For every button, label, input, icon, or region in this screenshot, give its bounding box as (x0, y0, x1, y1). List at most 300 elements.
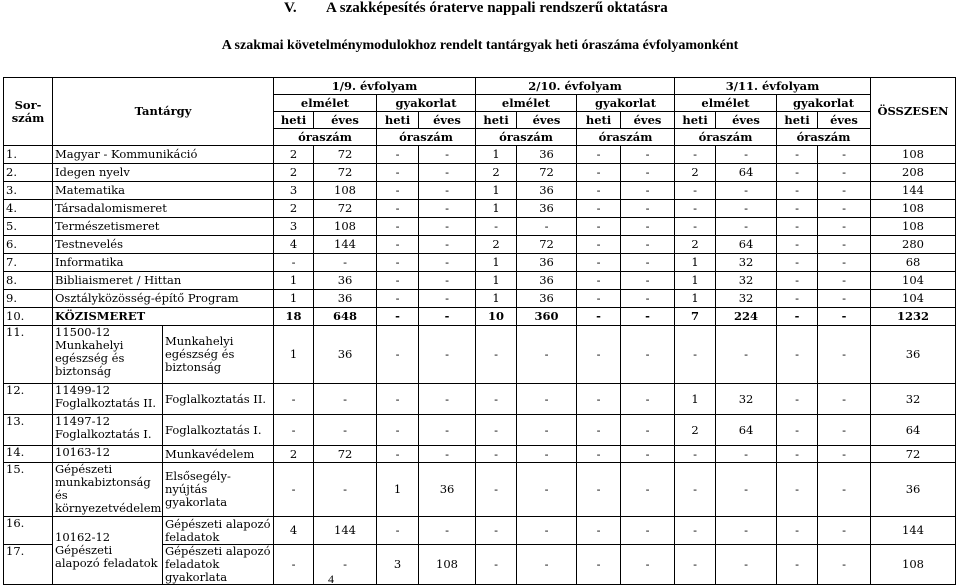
value-cell: - (419, 290, 476, 308)
value-cell: 2 (675, 236, 716, 254)
value-cell: 108 (419, 545, 476, 585)
value-cell: 1 (476, 290, 517, 308)
value-cell: - (777, 545, 818, 585)
table-row (4, 218, 956, 236)
total-cell: 68 (871, 254, 956, 272)
table-row (4, 182, 956, 200)
value-cell: 1 (476, 182, 517, 200)
value-cell: 7 (675, 308, 716, 326)
value-cell: - (716, 326, 777, 384)
value-cell: - (716, 218, 777, 236)
chapter-heading (284, 0, 668, 17)
value-cell: 72 (314, 200, 377, 218)
value-cell: - (577, 146, 621, 164)
value-cell: - (274, 463, 314, 517)
module-name: 11499-12 Foglalkoztatás II. (53, 384, 163, 415)
value-cell: 1 (377, 463, 419, 517)
module-name: 10163-12 (53, 446, 163, 463)
total-cell: 36 (871, 326, 956, 384)
value-cell: - (621, 384, 675, 415)
value-cell: - (377, 415, 419, 446)
subject-name: Foglalkoztatás II. (163, 384, 274, 415)
value-cell: - (517, 415, 577, 446)
value-cell: - (675, 545, 716, 585)
value-cell: - (577, 415, 621, 446)
value-cell: - (577, 272, 621, 290)
row-number: 12. (4, 384, 53, 415)
value-cell: - (777, 164, 818, 182)
row-number: 13. (4, 415, 53, 446)
total-cell: 36 (871, 463, 956, 517)
value-cell: - (419, 200, 476, 218)
header-heti: heti (777, 112, 818, 129)
value-cell: - (621, 415, 675, 446)
header-eves: éves (517, 112, 577, 129)
value-cell: - (818, 272, 871, 290)
value-cell: - (577, 182, 621, 200)
value-cell: - (621, 146, 675, 164)
value-cell: - (577, 384, 621, 415)
value-cell: 2 (274, 164, 314, 182)
subject-name: Osztályközösség-építő Program (53, 290, 274, 308)
value-cell: - (314, 545, 377, 585)
row-number: 8. (4, 272, 53, 290)
total-cell: 32 (871, 384, 956, 415)
value-cell: - (419, 272, 476, 290)
value-cell: - (777, 415, 818, 446)
row-number: 1. (4, 146, 53, 164)
value-cell: - (577, 326, 621, 384)
value-cell: - (818, 218, 871, 236)
value-cell: 4 (274, 236, 314, 254)
subject-name: Gépészeti alapozó feladatok gyakorlata (163, 545, 274, 585)
value-cell: 2 (675, 164, 716, 182)
value-cell: - (818, 446, 871, 463)
table-subtitle: A szakmai követelménymodulokhoz rendelt tantárgyak heti óraszáma évfolyamonként (221, 38, 739, 53)
value-cell: - (621, 326, 675, 384)
header-heti: heti (377, 112, 419, 129)
value-cell: - (377, 290, 419, 308)
value-cell: - (377, 254, 419, 272)
value-cell: - (675, 463, 716, 517)
value-cell: - (377, 272, 419, 290)
total-cell: 104 (871, 272, 956, 290)
value-cell: - (476, 517, 517, 545)
header-oraszam: óraszám (777, 129, 871, 146)
value-cell: - (777, 146, 818, 164)
subject-name: KÖZISMERET (53, 308, 274, 326)
value-cell: - (777, 384, 818, 415)
value-cell: - (577, 545, 621, 585)
value-cell: 1 (274, 290, 314, 308)
value-cell: 1 (476, 146, 517, 164)
subject-name: Munkahelyi egészség és biztonság (163, 326, 274, 384)
value-cell: - (777, 200, 818, 218)
value-cell: - (419, 384, 476, 415)
value-cell: - (577, 200, 621, 218)
value-cell: - (777, 236, 818, 254)
value-cell: 32 (716, 384, 777, 415)
value-cell: - (274, 384, 314, 415)
row-number: 2. (4, 164, 53, 182)
value-cell: - (476, 218, 517, 236)
value-cell: - (517, 517, 577, 545)
module-name: 11500-12 Munkahelyi egészség és biztonság (53, 326, 163, 384)
value-cell: 36 (517, 272, 577, 290)
value-cell: - (675, 146, 716, 164)
value-cell: - (675, 446, 716, 463)
value-cell: - (377, 146, 419, 164)
value-cell: - (818, 236, 871, 254)
header-heti: heti (577, 112, 621, 129)
total-cell: 108 (871, 200, 956, 218)
row-number: 3. (4, 182, 53, 200)
value-cell: 1 (274, 326, 314, 384)
module-row (4, 446, 956, 463)
value-cell: - (675, 218, 716, 236)
value-cell: 36 (314, 272, 377, 290)
value-cell: - (419, 218, 476, 236)
value-cell: - (274, 254, 314, 272)
value-cell: - (621, 463, 675, 517)
row-number: 15. (4, 463, 53, 517)
value-cell: - (476, 446, 517, 463)
value-cell: - (377, 164, 419, 182)
value-cell: 648 (314, 308, 377, 326)
row-number: 5. (4, 218, 53, 236)
value-cell: - (476, 384, 517, 415)
value-cell: - (675, 200, 716, 218)
table-row (4, 200, 956, 218)
value-cell: - (818, 182, 871, 200)
row-number: 10. (4, 308, 53, 326)
value-cell: 108 (314, 182, 377, 200)
module-row (4, 517, 956, 545)
value-cell: - (419, 146, 476, 164)
subject-name: Bibliaismeret / Hittan (53, 272, 274, 290)
subject-name: Munkavédelem (163, 446, 274, 463)
total-cell: 144 (871, 182, 956, 200)
value-cell: 32 (716, 290, 777, 308)
total-cell: 280 (871, 236, 956, 254)
value-cell: 36 (517, 254, 577, 272)
header-evfolyam-1: 1/9. évfolyam (274, 78, 476, 95)
value-cell: - (419, 415, 476, 446)
value-cell: - (716, 182, 777, 200)
table-row (4, 236, 956, 254)
value-cell: - (777, 517, 818, 545)
module-row (4, 463, 956, 517)
value-cell: 2 (476, 164, 517, 182)
header-eves: éves (419, 112, 476, 129)
value-cell: 72 (517, 164, 577, 182)
value-cell: 64 (716, 415, 777, 446)
value-cell: 2 (675, 415, 716, 446)
value-cell: 3 (274, 218, 314, 236)
value-cell: - (377, 200, 419, 218)
value-cell: - (517, 463, 577, 517)
value-cell: - (577, 236, 621, 254)
value-cell: 18 (274, 308, 314, 326)
value-cell: 1 (274, 272, 314, 290)
value-cell: - (621, 182, 675, 200)
value-cell: 2 (274, 446, 314, 463)
header-gyakorlat: gyakorlat (577, 95, 675, 112)
subject-name: Társadalomismeret (53, 200, 274, 218)
value-cell: 36 (517, 200, 577, 218)
value-cell: - (621, 164, 675, 182)
total-cell: 72 (871, 446, 956, 463)
row-number: 16. (4, 517, 53, 545)
total-cell: 1232 (871, 308, 956, 326)
value-cell: - (377, 182, 419, 200)
value-cell: 3 (274, 182, 314, 200)
module-row (4, 415, 956, 446)
value-cell: 72 (314, 164, 377, 182)
total-cell: 208 (871, 164, 956, 182)
value-cell: - (274, 545, 314, 585)
value-cell: 64 (716, 164, 777, 182)
value-cell: 36 (314, 326, 377, 384)
value-cell: 36 (419, 463, 476, 517)
header-oraszam: óraszám (675, 129, 777, 146)
subject-name: Gépészeti alapozó feladatok (163, 517, 274, 545)
value-cell: - (675, 326, 716, 384)
header-eves: éves (716, 112, 777, 129)
value-cell: 36 (517, 182, 577, 200)
value-cell: - (377, 517, 419, 545)
value-cell: - (314, 415, 377, 446)
row-number: 7. (4, 254, 53, 272)
value-cell: - (818, 290, 871, 308)
value-cell: - (419, 182, 476, 200)
header-evfolyam-2: 2/10. évfolyam (476, 78, 675, 95)
value-cell: 2 (476, 236, 517, 254)
header-elmelet: elmélet (675, 95, 777, 112)
value-cell: - (621, 290, 675, 308)
value-cell: - (476, 415, 517, 446)
value-cell: - (675, 182, 716, 200)
header-osszesen: ÖSSZESEN (871, 78, 956, 146)
value-cell: 64 (716, 236, 777, 254)
value-cell: 144 (314, 517, 377, 545)
value-cell: 224 (716, 308, 777, 326)
header-oraszam: óraszám (476, 129, 577, 146)
value-cell: - (314, 384, 377, 415)
header-elmelet: elmélet (476, 95, 577, 112)
total-cell: 144 (871, 517, 956, 545)
value-cell: 1 (476, 200, 517, 218)
value-cell: - (716, 446, 777, 463)
value-cell: - (777, 254, 818, 272)
value-cell: 1 (675, 254, 716, 272)
header-evfolyam-3: 3/11. évfolyam (675, 78, 871, 95)
value-cell: - (577, 308, 621, 326)
row-number: 17. (4, 545, 53, 585)
value-cell: - (818, 463, 871, 517)
value-cell: - (517, 446, 577, 463)
value-cell: - (716, 463, 777, 517)
table-row (4, 290, 956, 308)
value-cell: 32 (716, 254, 777, 272)
subject-name: Informatika (53, 254, 274, 272)
value-cell: - (621, 254, 675, 272)
value-cell: - (621, 517, 675, 545)
value-cell: - (419, 517, 476, 545)
value-cell: - (377, 326, 419, 384)
value-cell: - (818, 200, 871, 218)
value-cell: - (314, 254, 377, 272)
header-eves: éves (818, 112, 871, 129)
subject-name: Természetismeret (53, 218, 274, 236)
value-cell: - (577, 463, 621, 517)
value-cell: - (577, 218, 621, 236)
value-cell: 1 (476, 254, 517, 272)
value-cell: - (818, 308, 871, 326)
value-cell: 36 (314, 290, 377, 308)
value-cell: - (716, 200, 777, 218)
header-eves: éves (314, 112, 377, 129)
value-cell: - (476, 545, 517, 585)
value-cell: 1 (476, 272, 517, 290)
value-cell: 2 (274, 200, 314, 218)
value-cell: 144 (314, 236, 377, 254)
total-cell: 64 (871, 415, 956, 446)
value-cell: - (777, 326, 818, 384)
subject-name: Matematika (53, 182, 274, 200)
value-cell: - (274, 415, 314, 446)
total-cell: 108 (871, 146, 956, 164)
header-gyakorlat: gyakorlat (777, 95, 871, 112)
module-name: Gépészeti munkabiztonság és környezetvédelem (53, 463, 163, 517)
value-cell: 72 (517, 236, 577, 254)
value-cell: 10 (476, 308, 517, 326)
value-cell: - (377, 236, 419, 254)
value-cell: - (517, 218, 577, 236)
header-heti: heti (675, 112, 716, 129)
header-heti: heti (476, 112, 517, 129)
value-cell: - (577, 290, 621, 308)
value-cell: 32 (716, 272, 777, 290)
value-cell: 1 (675, 384, 716, 415)
value-cell: 3 (377, 545, 419, 585)
value-cell: - (621, 200, 675, 218)
header-tantargy: Tantárgy (53, 78, 274, 146)
value-cell: - (377, 384, 419, 415)
value-cell: - (777, 463, 818, 517)
value-cell: - (621, 545, 675, 585)
value-cell: - (716, 545, 777, 585)
subject-name: Foglalkoztatás I. (163, 415, 274, 446)
value-cell: - (818, 545, 871, 585)
value-cell: - (818, 326, 871, 384)
value-cell: - (777, 308, 818, 326)
value-cell: - (777, 290, 818, 308)
header-eves: éves (621, 112, 675, 129)
value-cell: 108 (314, 218, 377, 236)
value-cell: - (818, 164, 871, 182)
value-cell: 2 (274, 146, 314, 164)
module-name: 11497-12 Foglalkoztatás I. (53, 415, 163, 446)
value-cell: 4 (274, 517, 314, 545)
value-cell: - (419, 254, 476, 272)
row-number: 4. (4, 200, 53, 218)
value-cell: - (777, 272, 818, 290)
kozismeret-row (4, 308, 956, 326)
chapter-number: V. (284, 0, 297, 16)
value-cell: - (777, 182, 818, 200)
header-oraszam: óraszám (577, 129, 675, 146)
row-number: 6. (4, 236, 53, 254)
value-cell: - (716, 146, 777, 164)
header-oraszam: óraszám (274, 129, 377, 146)
total-cell: 104 (871, 290, 956, 308)
row-number: 9. (4, 290, 53, 308)
row-number: 14. (4, 446, 53, 463)
row-number: 11. (4, 326, 53, 384)
table-row (4, 254, 956, 272)
header-heti: heti (274, 112, 314, 129)
value-cell: - (419, 164, 476, 182)
module-name: 10162-12 Gépészeti alapozó feladatok (53, 517, 163, 585)
value-cell: - (476, 326, 517, 384)
value-cell: 36 (517, 146, 577, 164)
value-cell: - (517, 384, 577, 415)
value-cell: - (517, 326, 577, 384)
page-number: 4 (328, 572, 334, 586)
value-cell: - (818, 517, 871, 545)
header-gyakorlat: gyakorlat (377, 95, 476, 112)
value-cell: - (577, 446, 621, 463)
value-cell: 1 (675, 272, 716, 290)
value-cell: - (818, 146, 871, 164)
value-cell: - (818, 415, 871, 446)
value-cell: - (577, 517, 621, 545)
value-cell: - (621, 272, 675, 290)
module-row (4, 384, 956, 415)
chapter-title: A szakképesítés óraterve nappali rendszerű oktatásra (326, 0, 668, 16)
value-cell: - (818, 384, 871, 415)
header-oraszam: óraszám (377, 129, 476, 146)
subject-name: Idegen nyelv (53, 164, 274, 182)
value-cell: - (377, 446, 419, 463)
table-row (4, 272, 956, 290)
value-cell: - (419, 326, 476, 384)
schedule-table (3, 77, 956, 585)
value-cell: - (777, 218, 818, 236)
value-cell: - (621, 446, 675, 463)
value-cell: - (419, 308, 476, 326)
header-sorszam: Sor-szám (4, 78, 53, 146)
value-cell: - (621, 236, 675, 254)
value-cell: - (716, 517, 777, 545)
value-cell: 72 (314, 146, 377, 164)
value-cell: - (621, 308, 675, 326)
total-cell: 108 (871, 545, 956, 585)
module-row (4, 326, 956, 384)
value-cell: 1 (675, 290, 716, 308)
value-cell: - (577, 164, 621, 182)
value-cell: - (517, 545, 577, 585)
value-cell: - (476, 463, 517, 517)
value-cell: - (314, 463, 377, 517)
value-cell: - (777, 446, 818, 463)
table-row (4, 146, 956, 164)
value-cell: - (419, 446, 476, 463)
subject-name: Magyar - Kommunikáció (53, 146, 274, 164)
header-elmelet: elmélet (274, 95, 377, 112)
value-cell: - (577, 254, 621, 272)
